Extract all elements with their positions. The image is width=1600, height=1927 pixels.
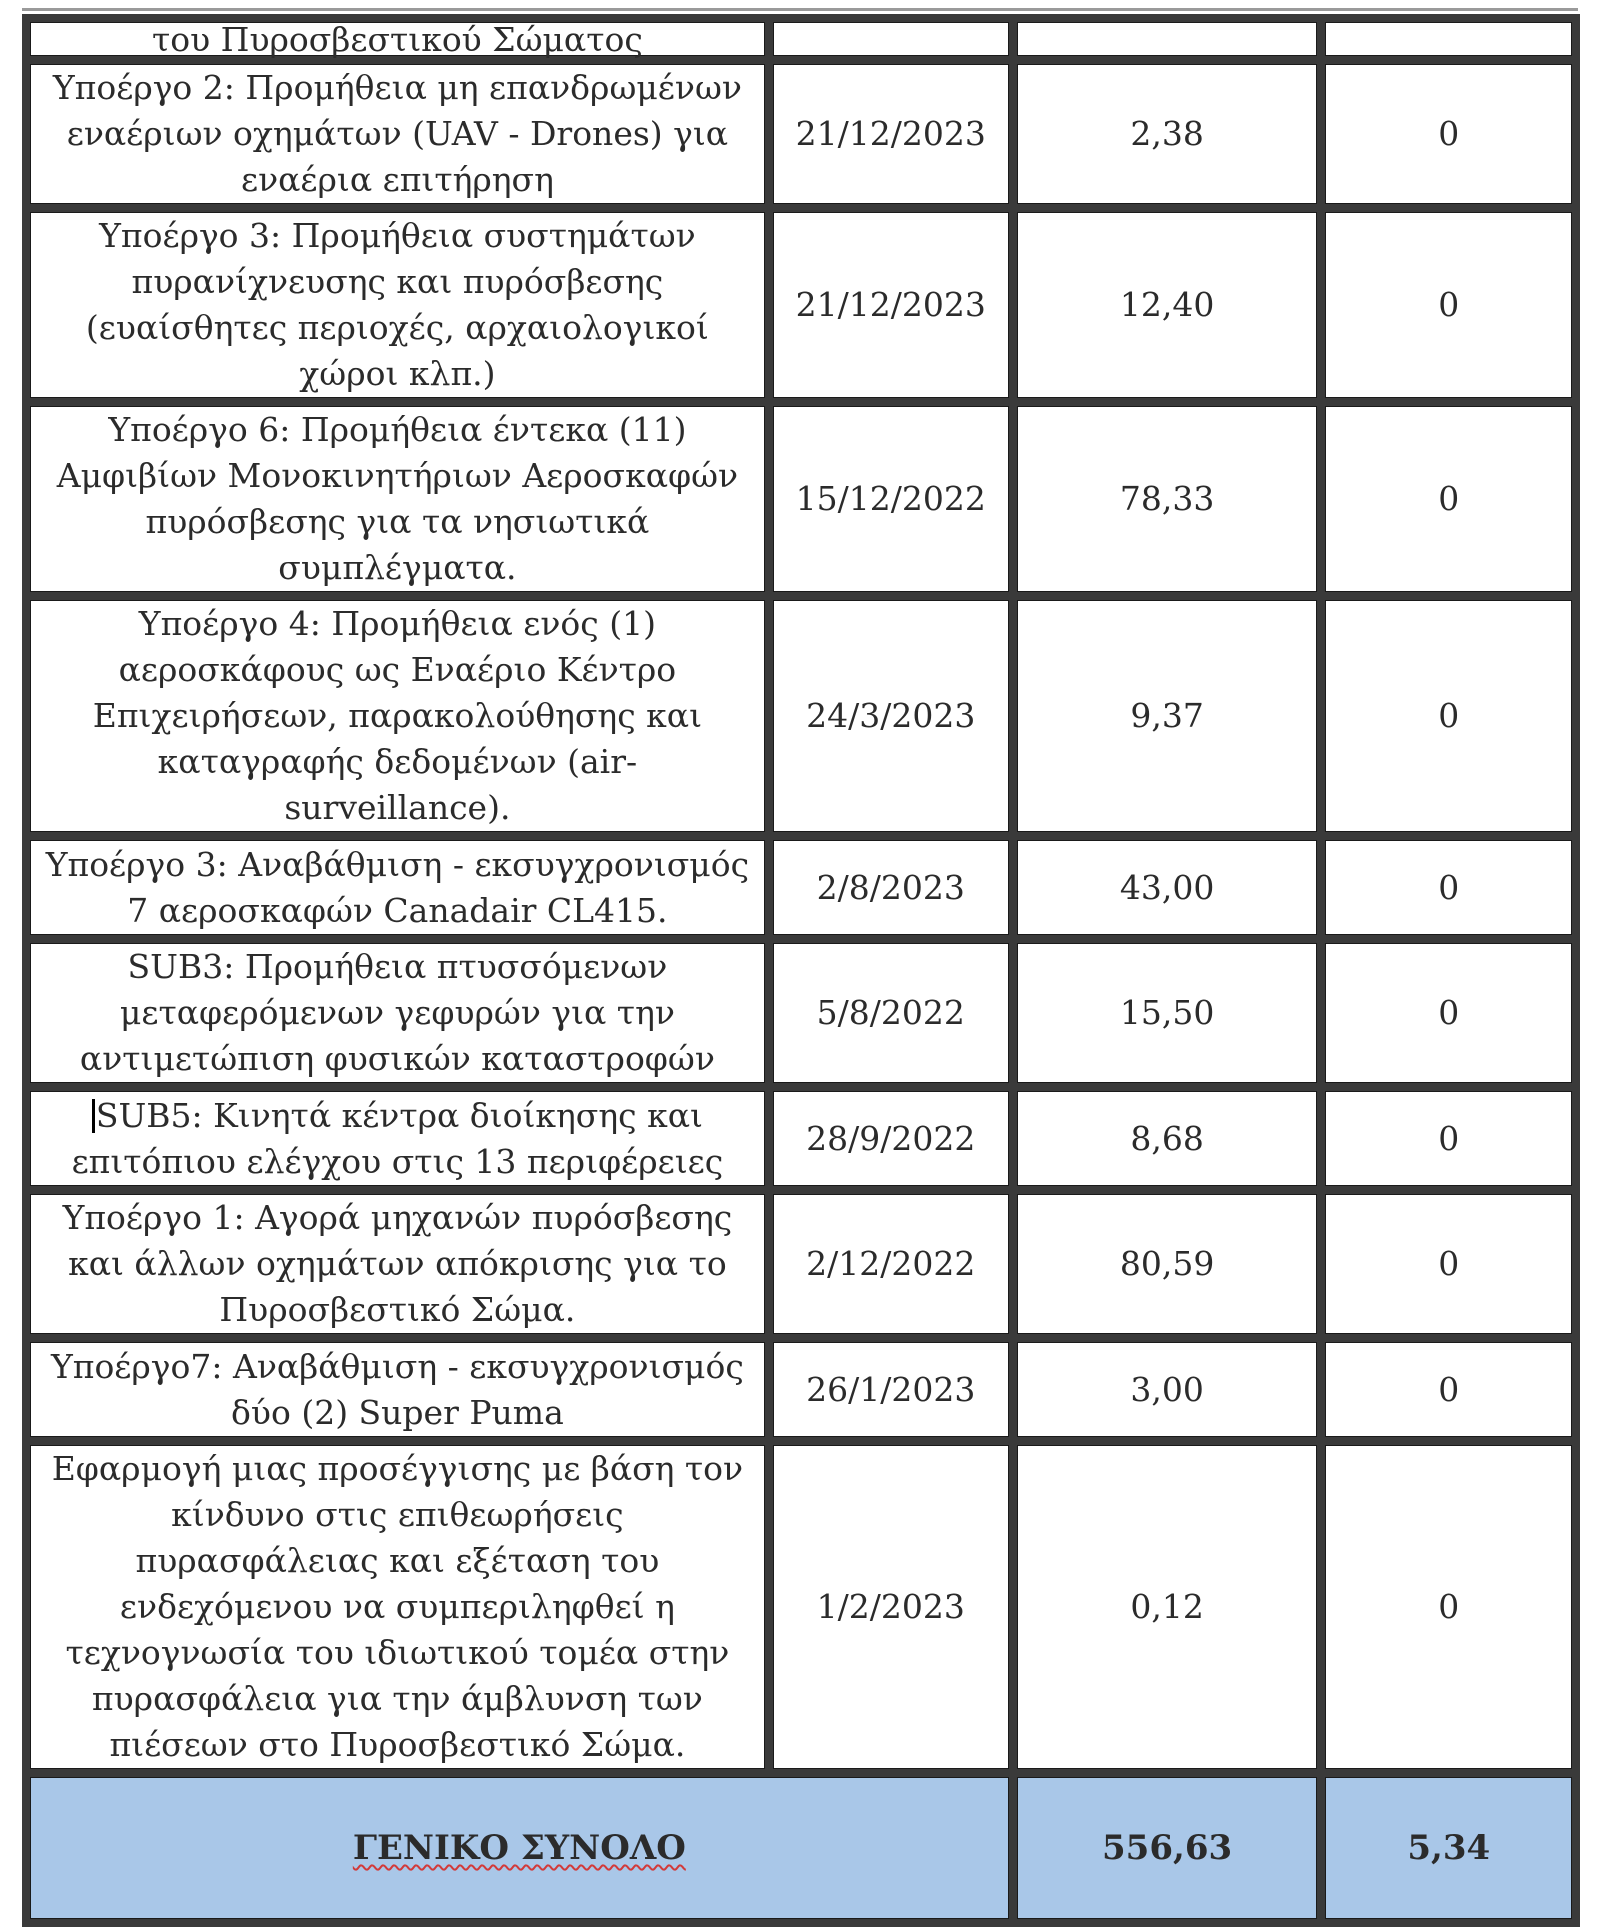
row-date: 2/8/2023 bbox=[773, 840, 1009, 935]
row-paid: 0 bbox=[1325, 406, 1572, 592]
row-description: του Πυροσβεστικού Σώματος bbox=[30, 22, 765, 56]
row-description: Υποέργο 3: Προμήθεια συστημάτων πυρανίχνευσης και πυρόσβεσης (ευαίσθητες περιοχές, αρχαιολογικοί χώροι κλπ.) bbox=[30, 212, 765, 398]
row-description: Υποέργο 4: Προμήθεια ενός (1) αεροσκάφους ως Εναέριο Κέντρο Επιχειρήσεων, παρακολούθησης και καταγραφής δεδομένων (air-surveillance). bbox=[30, 600, 765, 832]
table-row bbox=[30, 943, 1572, 1083]
row-description: Εφαρμογή μιας προσέγγισης με βάση τον κίνδυνο στις επιθεωρήσεις πυρασφάλειας και εξέταση του ενδεχόμενου να συμπεριληφθεί η τεχνογνωσία του ιδιωτικού τομέα στην πυρασφάλεια για την άμβλυνση των πιέσεων στο Πυροσβεστικό Σώμα. bbox=[30, 1445, 765, 1769]
page-top-rule bbox=[22, 8, 1578, 11]
row-amount: 80,59 bbox=[1017, 1194, 1318, 1334]
total-paid: 5,34 bbox=[1325, 1777, 1572, 1919]
row-amount: 43,00 bbox=[1017, 840, 1318, 935]
row-paid: 0 bbox=[1325, 1091, 1572, 1186]
row-paid bbox=[1325, 22, 1572, 56]
row-description: Υποέργο7: Αναβάθμιση - εκσυγχρονισμός δύο (2) Super Puma bbox=[30, 1342, 765, 1437]
row-amount: 2,38 bbox=[1017, 64, 1318, 204]
row-amount: 3,00 bbox=[1017, 1342, 1318, 1437]
row-date: 2/12/2022 bbox=[773, 1194, 1009, 1334]
row-amount bbox=[1017, 22, 1318, 56]
row-paid: 0 bbox=[1325, 840, 1572, 935]
table-row bbox=[30, 1194, 1572, 1334]
row-amount: 8,68 bbox=[1017, 1091, 1318, 1186]
row-amount: 78,33 bbox=[1017, 406, 1318, 592]
row-description: SUB3: Προμήθεια πτυσσόμενων μεταφερόμενων γεφυρών για την αντιμετώπιση φυσικών καταστροφών bbox=[30, 943, 765, 1083]
table-row bbox=[30, 600, 1572, 832]
row-description: SUB5: Κινητά κέντρα διοίκησης και επιτόπιου ελέγχου στις 13 περιφέρειες bbox=[30, 1091, 765, 1186]
total-amount: 556,63 bbox=[1017, 1777, 1318, 1919]
row-paid: 0 bbox=[1325, 64, 1572, 204]
row-paid: 0 bbox=[1325, 943, 1572, 1083]
table-row bbox=[30, 22, 1572, 56]
table-row bbox=[30, 406, 1572, 592]
row-date: 26/1/2023 bbox=[773, 1342, 1009, 1437]
row-amount: 0,12 bbox=[1017, 1445, 1318, 1769]
row-date: 21/12/2023 bbox=[773, 64, 1009, 204]
row-date: 24/3/2023 bbox=[773, 600, 1009, 832]
table-row bbox=[30, 1091, 1572, 1186]
row-description: Υποέργο 1: Αγορά μηχανών πυρόσβεσης και άλλων οχημάτων απόκρισης για το Πυροσβεστικό Σώμα. bbox=[30, 1194, 765, 1334]
row-description: Υποέργο 6: Προμήθεια έντεκα (11) Αμφιβίων Μονοκινητήριων Αεροσκαφών πυρόσβεσης για τα νησιωτικά συμπλέγματα. bbox=[30, 406, 765, 592]
table-row bbox=[30, 64, 1572, 204]
text-cursor bbox=[92, 1099, 95, 1133]
row-amount: 15,50 bbox=[1017, 943, 1318, 1083]
row-amount: 12,40 bbox=[1017, 212, 1318, 398]
table-row bbox=[30, 212, 1572, 398]
row-date: 5/8/2022 bbox=[773, 943, 1009, 1083]
row-date: 15/12/2022 bbox=[773, 406, 1009, 592]
row-description: Υποέργο 2: Προμήθεια μη επανδρωμένων εναέριων οχημάτων (UAV - Drones) για εναέρια επιτήρηση bbox=[30, 64, 765, 204]
table-row bbox=[30, 1342, 1572, 1437]
total-row bbox=[30, 1777, 1572, 1919]
row-date: 21/12/2023 bbox=[773, 212, 1009, 398]
row-paid: 0 bbox=[1325, 1445, 1572, 1769]
row-date: 1/2/2023 bbox=[773, 1445, 1009, 1769]
row-amount: 9,37 bbox=[1017, 600, 1318, 832]
row-description: Υποέργο 3: Αναβάθμιση - εκσυγχρονισμός 7 αεροσκαφών Canadair CL415. bbox=[30, 840, 765, 935]
table-row bbox=[30, 1445, 1572, 1769]
budget-table bbox=[22, 14, 1580, 1927]
total-label: ΓΕΝΙΚΟ ΣΥΝΟΛΟ bbox=[30, 1777, 1009, 1919]
row-date: 28/9/2022 bbox=[773, 1091, 1009, 1186]
row-paid: 0 bbox=[1325, 1194, 1572, 1334]
row-paid: 0 bbox=[1325, 600, 1572, 832]
row-paid: 0 bbox=[1325, 212, 1572, 398]
row-paid: 0 bbox=[1325, 1342, 1572, 1437]
row-date bbox=[773, 22, 1009, 56]
table-row bbox=[30, 840, 1572, 935]
